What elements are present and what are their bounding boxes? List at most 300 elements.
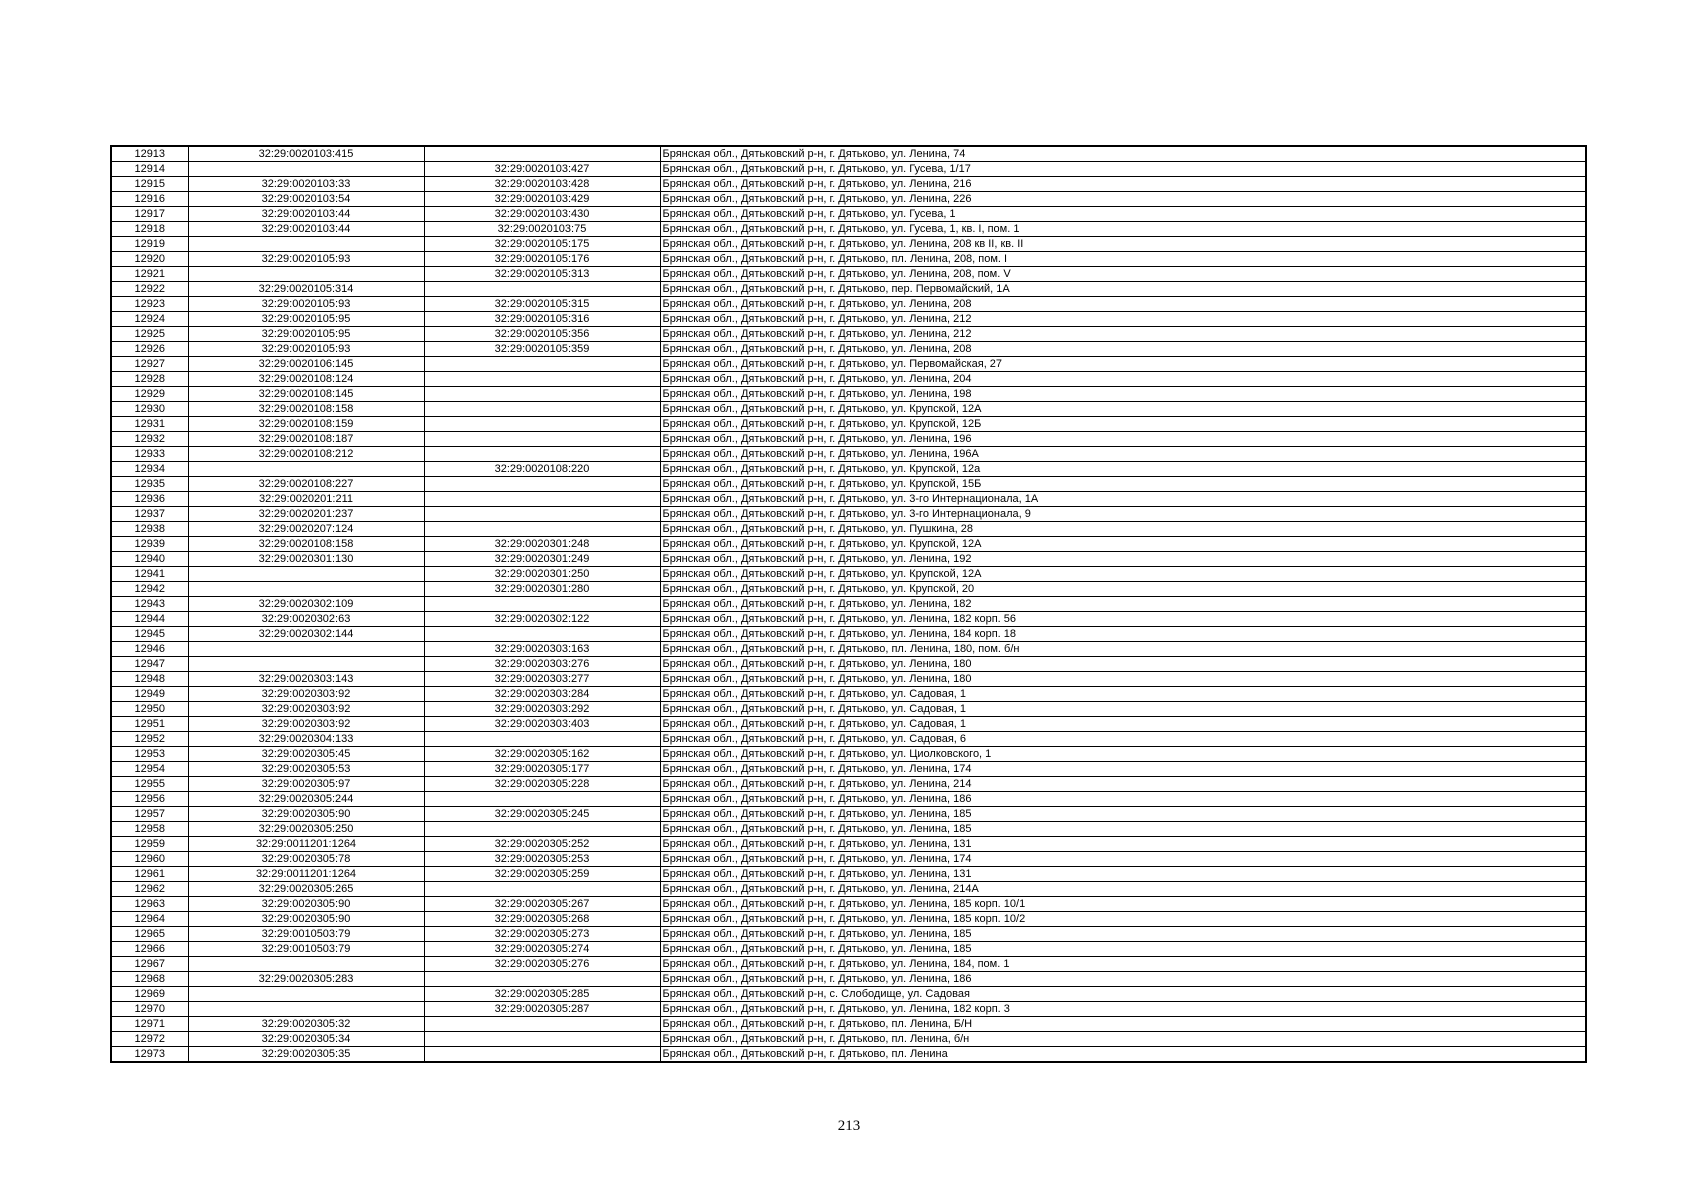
table-row xyxy=(111,762,1586,777)
row-number-cell: 12930 xyxy=(111,402,188,417)
linked-cadastral-number-cell xyxy=(424,1032,660,1047)
cadastral-number-cell: 32:29:0020103:44 xyxy=(188,222,424,237)
address-cell: Брянская обл., Дятьковский р-н, г. Дятьково, ул. Ленина, 214 xyxy=(660,777,1586,792)
table-row xyxy=(111,612,1586,627)
row-number-cell: 12958 xyxy=(111,822,188,837)
address-cell: Брянская обл., Дятьковский р-н, г. Дятьково, ул. Крупской, 12А xyxy=(660,402,1586,417)
linked-cadastral-number-cell: 32:29:0020108:220 xyxy=(424,462,660,477)
address-cell: Брянская обл., Дятьковский р-н, г. Дятьково, ул. Ленина, 196 xyxy=(660,432,1586,447)
linked-cadastral-number-cell xyxy=(424,282,660,297)
row-number-cell: 12943 xyxy=(111,597,188,612)
table-row xyxy=(111,687,1586,702)
cadastral-number-cell: 32:29:0020304:133 xyxy=(188,732,424,747)
row-number-cell: 12956 xyxy=(111,792,188,807)
address-cell: Брянская обл., Дятьковский р-н, г. Дятьково, ул. Ленина, 185 корп. 10/1 xyxy=(660,897,1586,912)
cadastral-number-cell: 32:29:0011201:1264 xyxy=(188,837,424,852)
row-number-cell: 12927 xyxy=(111,357,188,372)
row-number-cell: 12924 xyxy=(111,312,188,327)
row-number-cell: 12961 xyxy=(111,867,188,882)
cadastral-number-cell: 32:29:0020302:144 xyxy=(188,627,424,642)
row-number-cell: 12937 xyxy=(111,507,188,522)
row-number-cell: 12929 xyxy=(111,387,188,402)
row-number-cell: 12972 xyxy=(111,1032,188,1047)
linked-cadastral-number-cell: 32:29:0020305:267 xyxy=(424,897,660,912)
linked-cadastral-number-cell xyxy=(424,417,660,432)
row-number-cell: 12967 xyxy=(111,957,188,972)
cadastral-number-cell: 32:29:0020305:53 xyxy=(188,762,424,777)
address-cell: Брянская обл., Дятьковский р-н, г. Дятьково, ул. Ленина, 214А xyxy=(660,882,1586,897)
linked-cadastral-number-cell xyxy=(424,882,660,897)
row-number-cell: 12969 xyxy=(111,987,188,1002)
cadastral-number-cell: 32:29:0020305:90 xyxy=(188,807,424,822)
cadastral-number-cell: 32:29:0020103:44 xyxy=(188,207,424,222)
address-cell: Брянская обл., Дятьковский р-н, г. Дятьково, ул. Крупской, 20 xyxy=(660,582,1586,597)
cadastral-number-cell xyxy=(188,237,424,252)
row-number-cell: 12914 xyxy=(111,162,188,177)
address-cell: Брянская обл., Дятьковский р-н, г. Дятьково, ул. Гусева, 1 xyxy=(660,207,1586,222)
address-cell: Брянская обл., Дятьковский р-н, г. Дятьково, ул. 3-го Интернационала, 1А xyxy=(660,492,1586,507)
table-row xyxy=(111,402,1586,417)
cadastral-number-cell xyxy=(188,642,424,657)
address-cell: Брянская обл., Дятьковский р-н, г. Дятьково, ул. Крупской, 12А xyxy=(660,567,1586,582)
linked-cadastral-number-cell: 32:29:0020301:280 xyxy=(424,582,660,597)
table-row xyxy=(111,312,1586,327)
table-row xyxy=(111,852,1586,867)
table-row xyxy=(111,282,1586,297)
address-cell: Брянская обл., Дятьковский р-н, г. Дятьково, ул. Ленина, 182 xyxy=(660,597,1586,612)
address-cell: Брянская обл., Дятьковский р-н, г. Дятьково, ул. Ленина, 174 xyxy=(660,762,1586,777)
row-number-cell: 12918 xyxy=(111,222,188,237)
cadastral-number-cell xyxy=(188,582,424,597)
address-cell: Брянская обл., Дятьковский р-н, г. Дятьково, ул. Ленина, 226 xyxy=(660,192,1586,207)
row-number-cell: 12933 xyxy=(111,447,188,462)
address-cell: Брянская обл., Дятьковский р-н, г. Дятьково, ул. Ленина, 216 xyxy=(660,177,1586,192)
cadastral-number-cell: 32:29:0010503:79 xyxy=(188,927,424,942)
linked-cadastral-number-cell xyxy=(424,822,660,837)
row-number-cell: 12939 xyxy=(111,537,188,552)
address-cell: Брянская обл., Дятьковский р-н, г. Дятьково, ул. Ленина, 196А xyxy=(660,447,1586,462)
cadastral-number-cell: 32:29:0010503:79 xyxy=(188,942,424,957)
row-number-cell: 12965 xyxy=(111,927,188,942)
table-row xyxy=(111,957,1586,972)
table-row xyxy=(111,297,1586,312)
cadastral-number-cell: 32:29:0020108:159 xyxy=(188,417,424,432)
linked-cadastral-number-cell xyxy=(424,477,660,492)
linked-cadastral-number-cell: 32:29:0020105:356 xyxy=(424,327,660,342)
table-row xyxy=(111,897,1586,912)
row-number-cell: 12926 xyxy=(111,342,188,357)
cadastral-number-cell: 32:29:0020108:124 xyxy=(188,372,424,387)
row-number-cell: 12920 xyxy=(111,252,188,267)
row-number-cell: 12935 xyxy=(111,477,188,492)
address-cell: Брянская обл., Дятьковский р-н, г. Дятьково, ул. Ленина, 198 xyxy=(660,387,1586,402)
cadastral-number-cell: 32:29:0020305:283 xyxy=(188,972,424,987)
address-cell: Брянская обл., Дятьковский р-н, г. Дятьково, ул. Первомайская, 27 xyxy=(660,357,1586,372)
cadastral-number-cell: 32:29:0020305:250 xyxy=(188,822,424,837)
row-number-cell: 12938 xyxy=(111,522,188,537)
address-cell: Брянская обл., Дятьковский р-н, г. Дятьково, ул. Гусева, 1, кв. I, пом. 1 xyxy=(660,222,1586,237)
cadastral-number-cell: 32:29:0020305:45 xyxy=(188,747,424,762)
linked-cadastral-number-cell: 32:29:0020305:162 xyxy=(424,747,660,762)
table-row xyxy=(111,507,1586,522)
row-number-cell: 12959 xyxy=(111,837,188,852)
table-row xyxy=(111,237,1586,252)
address-cell: Брянская обл., Дятьковский р-н, г. Дятьково, ул. Ленина, 208 xyxy=(660,342,1586,357)
table-row xyxy=(111,387,1586,402)
data-table xyxy=(110,145,1587,1063)
linked-cadastral-number-cell xyxy=(424,972,660,987)
address-cell: Брянская обл., Дятьковский р-н, г. Дятьково, ул. Крупской, 12А xyxy=(660,537,1586,552)
cadastral-number-cell xyxy=(188,162,424,177)
row-number-cell: 12941 xyxy=(111,567,188,582)
table-row xyxy=(111,432,1586,447)
linked-cadastral-number-cell xyxy=(424,522,660,537)
row-number-cell: 12921 xyxy=(111,267,188,282)
linked-cadastral-number-cell: 32:29:0020303:277 xyxy=(424,672,660,687)
table-row xyxy=(111,642,1586,657)
linked-cadastral-number-cell xyxy=(424,1017,660,1032)
address-cell: Брянская обл., Дятьковский р-н, г. Дятьково, ул. Ленина, 180 xyxy=(660,672,1586,687)
linked-cadastral-number-cell: 32:29:0020105:316 xyxy=(424,312,660,327)
table-row xyxy=(111,732,1586,747)
table-row xyxy=(111,792,1586,807)
address-cell: Брянская обл., Дятьковский р-н, г. Дятьково, ул. Ленина, 208 xyxy=(660,297,1586,312)
address-cell: Брянская обл., Дятьковский р-н, г. Дятьково, ул. Крупской, 12Б xyxy=(660,417,1586,432)
row-number-cell: 12952 xyxy=(111,732,188,747)
linked-cadastral-number-cell xyxy=(424,146,660,162)
table-row xyxy=(111,267,1586,282)
address-cell: Брянская обл., Дятьковский р-н, г. Дятьково, ул. Ленина, 185 xyxy=(660,942,1586,957)
linked-cadastral-number-cell: 32:29:0020103:429 xyxy=(424,192,660,207)
cadastral-number-cell: 32:29:0020108:145 xyxy=(188,387,424,402)
table-row xyxy=(111,942,1586,957)
table-row xyxy=(111,912,1586,927)
linked-cadastral-number-cell: 32:29:0020105:176 xyxy=(424,252,660,267)
linked-cadastral-number-cell: 32:29:0020305:253 xyxy=(424,852,660,867)
row-number-cell: 12936 xyxy=(111,492,188,507)
row-number-cell: 12970 xyxy=(111,1002,188,1017)
address-cell: Брянская обл., Дятьковский р-н, с. Слободище, ул. Садовая xyxy=(660,987,1586,1002)
table-row xyxy=(111,417,1586,432)
cadastral-number-cell: 32:29:0020302:63 xyxy=(188,612,424,627)
table-row xyxy=(111,657,1586,672)
address-cell: Брянская обл., Дятьковский р-н, г. Дятьково, пл. Ленина xyxy=(660,1047,1586,1063)
table-row xyxy=(111,927,1586,942)
linked-cadastral-number-cell xyxy=(424,507,660,522)
table-row xyxy=(111,882,1586,897)
table-row xyxy=(111,177,1586,192)
linked-cadastral-number-cell: 32:29:0020303:403 xyxy=(424,717,660,732)
address-cell: Брянская обл., Дятьковский р-н, г. Дятьково, ул. Ленина, 131 xyxy=(660,867,1586,882)
cadastral-number-cell: 32:29:0020201:237 xyxy=(188,507,424,522)
address-cell: Брянская обл., Дятьковский р-н, г. Дятьково, пл. Ленина, Б/Н xyxy=(660,1017,1586,1032)
cadastral-number-cell: 32:29:0020305:90 xyxy=(188,912,424,927)
row-number-cell: 12925 xyxy=(111,327,188,342)
cadastral-number-cell: 32:29:0020108:158 xyxy=(188,402,424,417)
row-number-cell: 12928 xyxy=(111,372,188,387)
linked-cadastral-number-cell: 32:29:0020301:249 xyxy=(424,552,660,567)
table-row xyxy=(111,162,1586,177)
linked-cadastral-number-cell: 32:29:0020301:250 xyxy=(424,567,660,582)
cadastral-number-cell: 32:29:0020108:187 xyxy=(188,432,424,447)
row-number-cell: 12913 xyxy=(111,146,188,162)
cadastral-number-cell xyxy=(188,657,424,672)
row-number-cell: 12964 xyxy=(111,912,188,927)
cadastral-number-cell xyxy=(188,987,424,1002)
row-number-cell: 12916 xyxy=(111,192,188,207)
row-number-cell: 12951 xyxy=(111,717,188,732)
row-number-cell: 12950 xyxy=(111,702,188,717)
row-number-cell: 12946 xyxy=(111,642,188,657)
address-cell: Брянская обл., Дятьковский р-н, г. Дятьково, ул. Гусева, 1/17 xyxy=(660,162,1586,177)
table-row xyxy=(111,462,1586,477)
cadastral-number-cell: 32:29:0020108:212 xyxy=(188,447,424,462)
linked-cadastral-number-cell xyxy=(424,732,660,747)
row-number-cell: 12948 xyxy=(111,672,188,687)
linked-cadastral-number-cell xyxy=(424,627,660,642)
address-cell: Брянская обл., Дятьковский р-н, г. Дятьково, ул. Ленина, 186 xyxy=(660,792,1586,807)
row-number-cell: 12953 xyxy=(111,747,188,762)
table-row xyxy=(111,702,1586,717)
table-row xyxy=(111,867,1586,882)
linked-cadastral-number-cell: 32:29:0020305:259 xyxy=(424,867,660,882)
cadastral-number-cell: 32:29:0020105:93 xyxy=(188,252,424,267)
address-cell: Брянская обл., Дятьковский р-н, г. Дятьково, ул. Ленина, 131 xyxy=(660,837,1586,852)
table-row xyxy=(111,777,1586,792)
cadastral-number-cell: 32:29:0020303:92 xyxy=(188,687,424,702)
address-cell: Брянская обл., Дятьковский р-н, г. Дятьково, пер. Первомайский, 1А xyxy=(660,282,1586,297)
cadastral-number-cell: 32:29:0020103:415 xyxy=(188,146,424,162)
linked-cadastral-number-cell: 32:29:0020301:248 xyxy=(424,537,660,552)
table-row xyxy=(111,357,1586,372)
cadastral-number-cell: 32:29:0020303:92 xyxy=(188,717,424,732)
cadastral-number-cell: 32:29:0020301:130 xyxy=(188,552,424,567)
row-number-cell: 12966 xyxy=(111,942,188,957)
address-cell: Брянская обл., Дятьковский р-н, г. Дятьково, ул. Ленина, 174 xyxy=(660,852,1586,867)
table-row xyxy=(111,447,1586,462)
address-cell: Брянская обл., Дятьковский р-н, г. Дятьково, ул. Крупской, 15Б xyxy=(660,477,1586,492)
table-row xyxy=(111,1032,1586,1047)
address-cell: Брянская обл., Дятьковский р-н, г. Дятьково, ул. Ленина, 185 xyxy=(660,927,1586,942)
table-row xyxy=(111,747,1586,762)
cadastral-number-cell: 32:29:0020305:265 xyxy=(188,882,424,897)
row-number-cell: 12923 xyxy=(111,297,188,312)
address-cell: Брянская обл., Дятьковский р-н, г. Дятьково, ул. Садовая, 1 xyxy=(660,702,1586,717)
linked-cadastral-number-cell: 32:29:0020105:175 xyxy=(424,237,660,252)
linked-cadastral-number-cell: 32:29:0020305:177 xyxy=(424,762,660,777)
address-cell: Брянская обл., Дятьковский р-н, г. Дятьково, ул. Ленина, 212 xyxy=(660,312,1586,327)
address-cell: Брянская обл., Дятьковский р-н, г. Дятьково, ул. Ленина, 192 xyxy=(660,552,1586,567)
address-cell: Брянская обл., Дятьковский р-н, г. Дятьково, ул. Ленина, 186 xyxy=(660,972,1586,987)
row-number-cell: 12963 xyxy=(111,897,188,912)
linked-cadastral-number-cell xyxy=(424,492,660,507)
table-row xyxy=(111,492,1586,507)
table-row xyxy=(111,552,1586,567)
address-cell: Брянская обл., Дятьковский р-н, г. Дятьково, ул. Ленина, 212 xyxy=(660,327,1586,342)
address-cell: Брянская обл., Дятьковский р-н, г. Дятьково, ул. 3-го Интернационала, 9 xyxy=(660,507,1586,522)
cadastral-number-cell: 32:29:0020103:54 xyxy=(188,192,424,207)
linked-cadastral-number-cell: 32:29:0020105:315 xyxy=(424,297,660,312)
linked-cadastral-number-cell: 32:29:0020103:430 xyxy=(424,207,660,222)
cadastral-number-cell: 32:29:0011201:1264 xyxy=(188,867,424,882)
address-cell: Брянская обл., Дятьковский р-н, г. Дятьково, ул. Ленина, 208 кв II, кв. II xyxy=(660,237,1586,252)
address-cell: Брянская обл., Дятьковский р-н, г. Дятьково, ул. Садовая, 6 xyxy=(660,732,1586,747)
linked-cadastral-number-cell xyxy=(424,357,660,372)
row-number-cell: 12962 xyxy=(111,882,188,897)
address-cell: Брянская обл., Дятьковский р-н, г. Дятьково, пл. Ленина, б/н xyxy=(660,1032,1586,1047)
table-row xyxy=(111,987,1586,1002)
table-row xyxy=(111,807,1586,822)
address-cell: Брянская обл., Дятьковский р-н, г. Дятьково, ул. Циолковского, 1 xyxy=(660,747,1586,762)
linked-cadastral-number-cell: 32:29:0020105:359 xyxy=(424,342,660,357)
address-cell: Брянская обл., Дятьковский р-н, г. Дятьково, ул. Ленина, 74 xyxy=(660,146,1586,162)
row-number-cell: 12968 xyxy=(111,972,188,987)
linked-cadastral-number-cell: 32:29:0020103:427 xyxy=(424,162,660,177)
cadastral-number-cell: 32:29:0020207:124 xyxy=(188,522,424,537)
table-row xyxy=(111,822,1586,837)
row-number-cell: 12973 xyxy=(111,1047,188,1063)
cadastral-number-cell xyxy=(188,1002,424,1017)
table-row xyxy=(111,252,1586,267)
table-row xyxy=(111,342,1586,357)
table-row xyxy=(111,837,1586,852)
row-number-cell: 12949 xyxy=(111,687,188,702)
address-cell: Брянская обл., Дятьковский р-н, г. Дятьково, ул. Ленина, 185 корп. 10/2 xyxy=(660,912,1586,927)
cadastral-number-cell: 32:29:0020201:211 xyxy=(188,492,424,507)
table-row xyxy=(111,582,1586,597)
table-row xyxy=(111,477,1586,492)
cadastral-number-cell: 32:29:0020305:97 xyxy=(188,777,424,792)
linked-cadastral-number-cell: 32:29:0020305:273 xyxy=(424,927,660,942)
cadastral-number-cell: 32:29:0020302:109 xyxy=(188,597,424,612)
row-number-cell: 12960 xyxy=(111,852,188,867)
table-row xyxy=(111,146,1586,162)
address-cell: Брянская обл., Дятьковский р-н, г. Дятьково, ул. Ленина, 184, пом. 1 xyxy=(660,957,1586,972)
linked-cadastral-number-cell xyxy=(424,387,660,402)
table-row xyxy=(111,567,1586,582)
address-cell: Брянская обл., Дятьковский р-н, г. Дятьково, ул. Ленина, 182 корп. 56 xyxy=(660,612,1586,627)
row-number-cell: 12932 xyxy=(111,432,188,447)
linked-cadastral-number-cell: 32:29:0020302:122 xyxy=(424,612,660,627)
linked-cadastral-number-cell: 32:29:0020303:284 xyxy=(424,687,660,702)
table-body xyxy=(111,146,1586,1062)
linked-cadastral-number-cell: 32:29:0020305:274 xyxy=(424,942,660,957)
address-cell: Брянская обл., Дятьковский р-н, г. Дятьково, ул. Пушкина, 28 xyxy=(660,522,1586,537)
linked-cadastral-number-cell: 32:29:0020303:276 xyxy=(424,657,660,672)
table-row xyxy=(111,327,1586,342)
address-cell: Брянская обл., Дятьковский р-н, г. Дятьково, пл. Ленина, 180, пом. б/н xyxy=(660,642,1586,657)
cadastral-number-cell xyxy=(188,462,424,477)
linked-cadastral-number-cell: 32:29:0020305:228 xyxy=(424,777,660,792)
linked-cadastral-number-cell: 32:29:0020305:245 xyxy=(424,807,660,822)
linked-cadastral-number-cell xyxy=(424,402,660,417)
row-number-cell: 12917 xyxy=(111,207,188,222)
cadastral-number-cell: 32:29:0020105:93 xyxy=(188,297,424,312)
row-number-cell: 12940 xyxy=(111,552,188,567)
table-row xyxy=(111,522,1586,537)
linked-cadastral-number-cell: 32:29:0020105:313 xyxy=(424,267,660,282)
address-cell: Брянская обл., Дятьковский р-н, г. Дятьково, ул. Крупской, 12а xyxy=(660,462,1586,477)
table-row xyxy=(111,717,1586,732)
cadastral-number-cell: 32:29:0020105:93 xyxy=(188,342,424,357)
row-number-cell: 12954 xyxy=(111,762,188,777)
cadastral-number-cell: 32:29:0020105:95 xyxy=(188,312,424,327)
address-cell: Брянская обл., Дятьковский р-н, г. Дятьково, ул. Ленина, 204 xyxy=(660,372,1586,387)
table-row xyxy=(111,597,1586,612)
row-number-cell: 12931 xyxy=(111,417,188,432)
table-row xyxy=(111,192,1586,207)
row-number-cell: 12945 xyxy=(111,627,188,642)
cadastral-number-cell: 32:29:0020303:143 xyxy=(188,672,424,687)
cadastral-number-cell: 32:29:0020105:314 xyxy=(188,282,424,297)
cadastral-number-cell: 32:29:0020103:33 xyxy=(188,177,424,192)
table-row xyxy=(111,1002,1586,1017)
row-number-cell: 12919 xyxy=(111,237,188,252)
address-cell: Брянская обл., Дятьковский р-н, г. Дятьково, ул. Ленина, 182 корп. 3 xyxy=(660,1002,1586,1017)
row-number-cell: 12947 xyxy=(111,657,188,672)
table-row xyxy=(111,1047,1586,1063)
cadastral-number-cell: 32:29:0020305:78 xyxy=(188,852,424,867)
row-number-cell: 12915 xyxy=(111,177,188,192)
table-row xyxy=(111,537,1586,552)
address-cell: Брянская обл., Дятьковский р-н, г. Дятьково, ул. Ленина, 208, пом. V xyxy=(660,267,1586,282)
table-row xyxy=(111,627,1586,642)
linked-cadastral-number-cell: 32:29:0020305:252 xyxy=(424,837,660,852)
row-number-cell: 12934 xyxy=(111,462,188,477)
address-cell: Брянская обл., Дятьковский р-н, г. Дятьково, ул. Садовая, 1 xyxy=(660,717,1586,732)
linked-cadastral-number-cell: 32:29:0020305:276 xyxy=(424,957,660,972)
row-number-cell: 12971 xyxy=(111,1017,188,1032)
cadastral-number-cell: 32:29:0020305:90 xyxy=(188,897,424,912)
address-cell: Брянская обл., Дятьковский р-н, г. Дятьково, ул. Ленина, 185 xyxy=(660,807,1586,822)
address-cell: Брянская обл., Дятьковский р-н, г. Дятьково, пл. Ленина, 208, пом. I xyxy=(660,252,1586,267)
address-cell: Брянская обл., Дятьковский р-н, г. Дятьково, ул. Ленина, 184 корп. 18 xyxy=(660,627,1586,642)
row-number-cell: 12922 xyxy=(111,282,188,297)
cadastral-number-cell: 32:29:0020303:92 xyxy=(188,702,424,717)
linked-cadastral-number-cell: 32:29:0020103:75 xyxy=(424,222,660,237)
linked-cadastral-number-cell: 32:29:0020305:268 xyxy=(424,912,660,927)
linked-cadastral-number-cell: 32:29:0020103:428 xyxy=(424,177,660,192)
linked-cadastral-number-cell: 32:29:0020305:287 xyxy=(424,1002,660,1017)
cadastral-number-cell: 32:29:0020305:34 xyxy=(188,1032,424,1047)
linked-cadastral-number-cell xyxy=(424,1047,660,1063)
row-number-cell: 12955 xyxy=(111,777,188,792)
cadastral-number-cell xyxy=(188,267,424,282)
linked-cadastral-number-cell: 32:29:0020305:285 xyxy=(424,987,660,1002)
address-cell: Брянская обл., Дятьковский р-н, г. Дятьково, ул. Ленина, 180 xyxy=(660,657,1586,672)
address-cell: Брянская обл., Дятьковский р-н, г. Дятьково, ул. Ленина, 185 xyxy=(660,822,1586,837)
table-row xyxy=(111,207,1586,222)
address-cell: Брянская обл., Дятьковский р-н, г. Дятьково, ул. Садовая, 1 xyxy=(660,687,1586,702)
linked-cadastral-number-cell xyxy=(424,447,660,462)
linked-cadastral-number-cell xyxy=(424,432,660,447)
cadastral-number-cell: 32:29:0020305:35 xyxy=(188,1047,424,1063)
cadastral-number-cell: 32:29:0020108:158 xyxy=(188,537,424,552)
row-number-cell: 12957 xyxy=(111,807,188,822)
cadastral-number-cell: 32:29:0020106:145 xyxy=(188,357,424,372)
row-number-cell: 12942 xyxy=(111,582,188,597)
cadastral-number-cell: 32:29:0020105:95 xyxy=(188,327,424,342)
table-row xyxy=(111,972,1586,987)
linked-cadastral-number-cell xyxy=(424,792,660,807)
linked-cadastral-number-cell: 32:29:0020303:292 xyxy=(424,702,660,717)
row-number-cell: 12944 xyxy=(111,612,188,627)
linked-cadastral-number-cell: 32:29:0020303:163 xyxy=(424,642,660,657)
linked-cadastral-number-cell xyxy=(424,597,660,612)
page-number: 213 xyxy=(837,1118,861,1134)
table-row xyxy=(111,672,1586,687)
cadastral-number-cell: 32:29:0020108:227 xyxy=(188,477,424,492)
